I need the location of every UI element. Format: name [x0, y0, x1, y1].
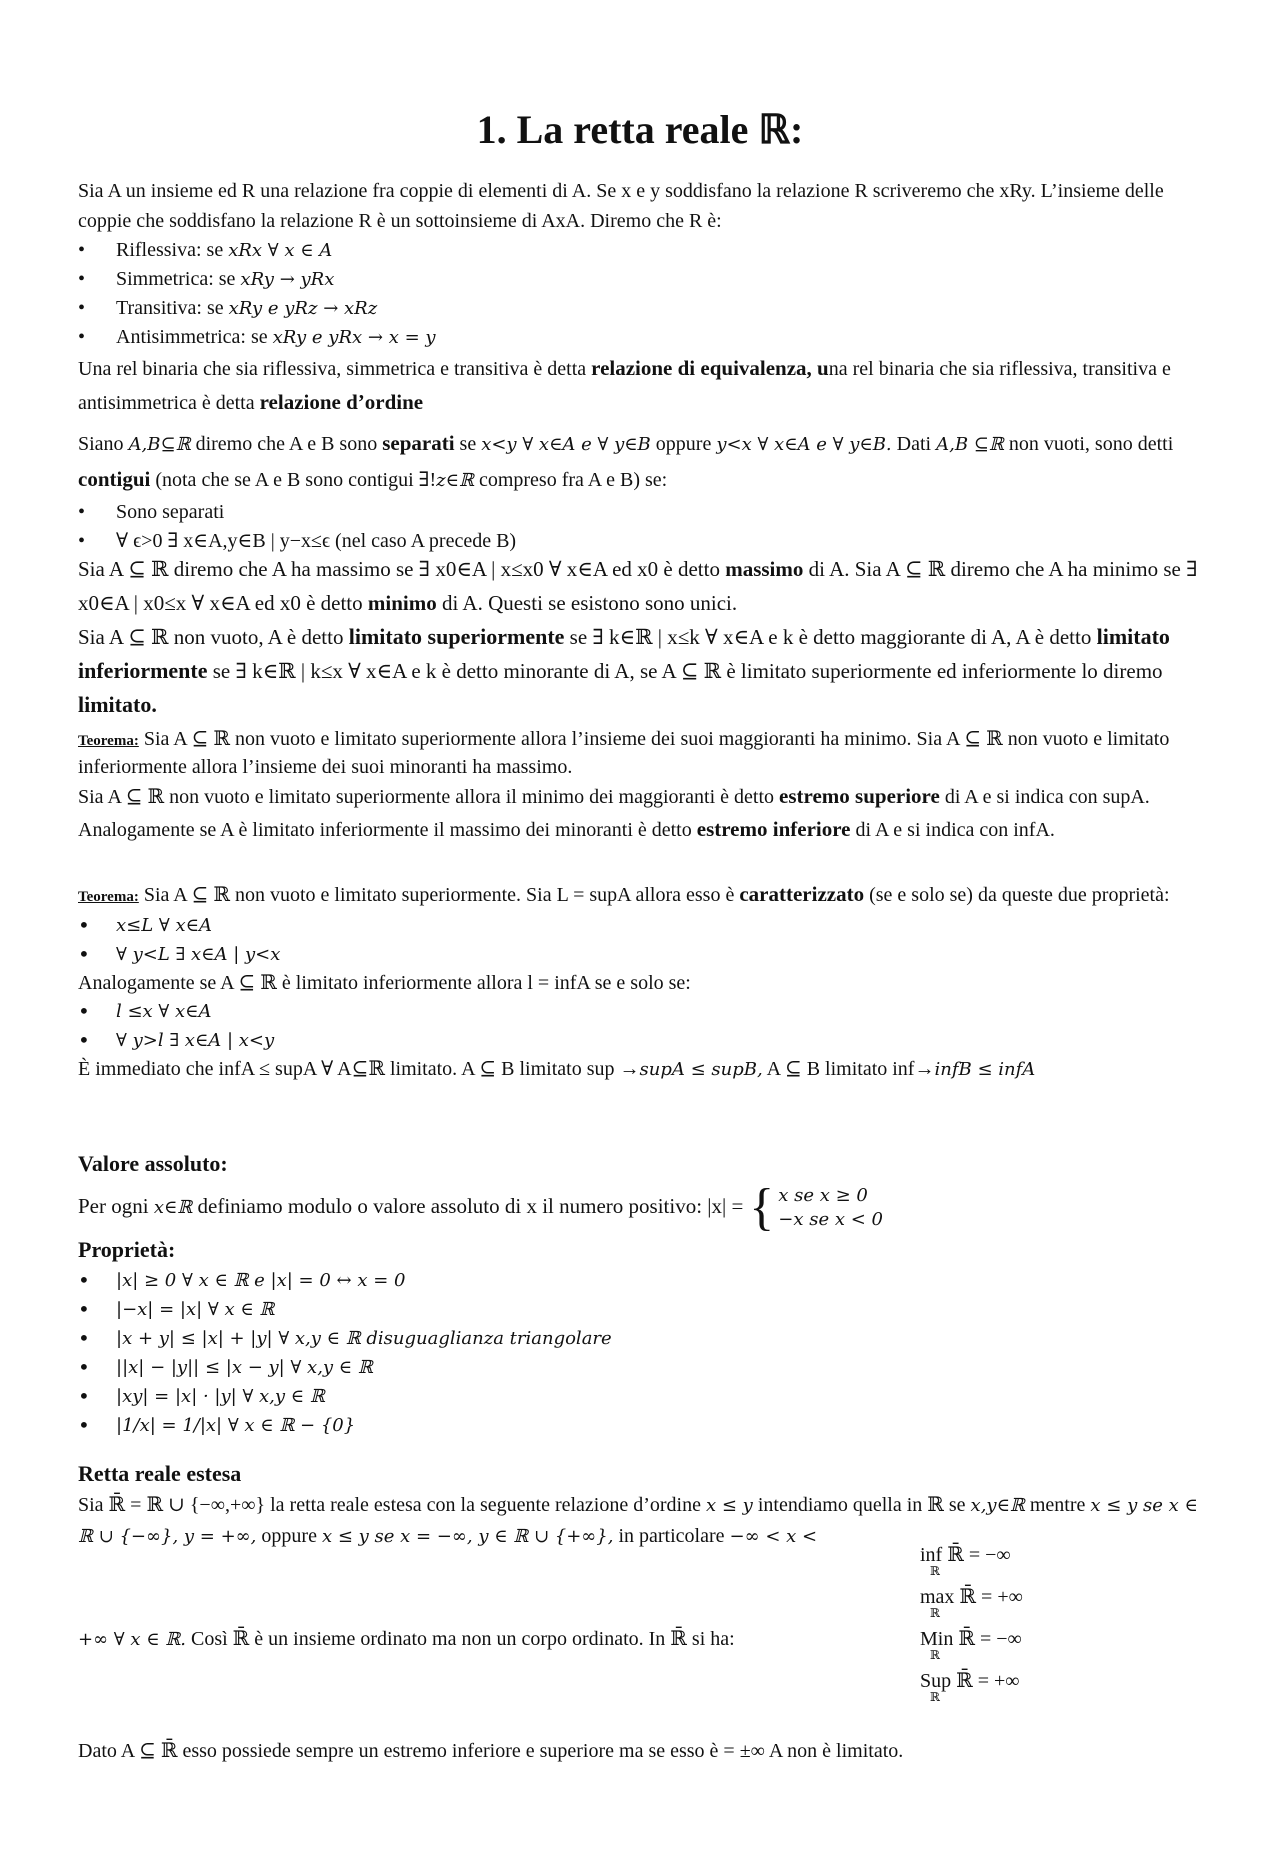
list-item: Min ℝ̄ = −∞ ℝ: [920, 1628, 1022, 1662]
teorema-1-paragraph: Teorema: Sia A ⊆ ℝ non vuoto e limitato superiormente allora l’insieme dei suoi maggioranti ha minimo. Sia A ⊆ ℝ non vuoto e limitato inferiormente allora l’insieme dei suoi minoranti ha massimo.: [78, 728, 1170, 778]
relation-properties-list: [78, 236, 1208, 352]
list-item: • |−x| = |x| ∀ x ∈ ℝ: [78, 1295, 1208, 1324]
valore-assoluto-section: [78, 1148, 1208, 1234]
inf-sup-paragraph: È immediato che infA ≤ supA ∀ A⊆ℝ limitato. A ⊆ B limitato sup →supA ≤ supB, A ⊆ B limitato inf→infB ≤ infA: [78, 1058, 1036, 1080]
section-heading: Valore assoluto:: [78, 1151, 228, 1176]
section-heading: Proprietà:: [78, 1237, 176, 1262]
page-title: 1. La retta reale ℝ:: [476, 107, 804, 152]
modulo-cases: x se x ≥ 0 −x se x < 0: [778, 1185, 883, 1230]
list-item: • |1/x| = 1/|x| ∀ x ∈ ℝ − {0}: [78, 1411, 1208, 1440]
list-item: Sup ℝ̄ = +∞ ℝ: [920, 1670, 1020, 1704]
theorem-label: Teorema:: [78, 889, 139, 905]
separati-paragraph: Siano A,B⊆ℝ diremo che A e B sono separati se x<y ∀ x∈A e ∀ y∈B oppure y<x ∀ x∈A e ∀ y∈B. Dati A,B ⊆ℝ non vuoti, sono detti contigui (nota che se A e B sono contigui ∃!z∈ℝ compreso fra A e B) se:: [78, 431, 1174, 491]
retta-estesa-paragraph: Sia ℝ̄ = ℝ ∪ {−∞,+∞} la retta reale estesa con la seguente relazione d’ordine x ≤ y intendiamo quella in ℝ se x,y∈ℝ mentre x ≤ y se x ∈ ℝ ∪ {−∞}, y = +∞, oppure x ≤ y se x = −∞, y ∈ ℝ ∪ {+∞}, in particolare −∞ < x <: [78, 1494, 1198, 1547]
list-item: • Transitiva: se xRy e yRz → xRz: [78, 294, 1208, 323]
section-heading: Retta reale estesa: [78, 1461, 242, 1486]
teorema-2-paragraph: Teorema: Sia A ⊆ ℝ non vuoto e limitato superiormente. Sia L = supA allora esso è caratterizzato (se e solo se) da queste due proprietà:: [78, 882, 1170, 906]
estremo-section: [78, 780, 1208, 846]
ordinato-line: +∞ ∀ x ∈ ℝ. Così ℝ̄ è un insieme ordinato ma non un corpo ordinato. In ℝ̄ si ha:: [78, 1628, 735, 1650]
retta-estesa-section: [78, 1458, 1208, 1552]
list-item: • l ≤x ∀ x∈A: [78, 997, 1208, 1026]
teorema-2-section: [78, 880, 1208, 1084]
intro-section: [78, 176, 1208, 420]
massimo-paragraph: Sia A ⊆ ℝ diremo che A ha massimo se ∃ x0∈A | x≤x0 ∀ x∈A ed x0 è detto massimo di A. Sia A ⊆ ℝ diremo che A ha minimo se ∃ x0∈A | x0≤x ∀ x∈A ed x0 è detto minimo di A. Questi se esistono sono unici.: [78, 557, 1198, 615]
teorema-1-section: [78, 726, 1208, 780]
list-item: • Riflessiva: se xRx ∀ x ∈ A: [78, 236, 1208, 265]
contigui-list: [78, 498, 1208, 556]
equivalence-paragraph: Una rel binaria che sia riflessiva, simmetrica e transitiva è detta relazione di equivalenza, una rel binaria che sia riflessiva, transitiva e antisimmetrica è detta relazione d’ordine: [78, 356, 1171, 414]
list-item: • Antisimmetrica: se xRy e yRx → x = y: [78, 323, 1208, 352]
abs-properties-list: [78, 1266, 1208, 1440]
proprieta-section: [78, 1234, 1208, 1440]
list-item: max ℝ̄ = +∞ ℝ: [920, 1586, 1023, 1620]
limitato-section: [78, 620, 1208, 722]
list-item: • Simmetrica: se xRy → yRx: [78, 265, 1208, 294]
separati-section: [78, 426, 1208, 556]
inf-paragraph: Analogamente se A ⊆ ℝ è limitato inferiormente allora l = infA se e solo se:: [78, 972, 691, 994]
final-paragraph: Dato A ⊆ ℝ̄ esso possiede sempre un estremo inferiore e superiore ma se esso è = ±∞ A non è limitato.: [78, 1740, 904, 1762]
list-item: • ∀ y>l ∃ x∈A | x<y: [78, 1026, 1208, 1055]
list-item: • x≤L ∀ x∈A: [78, 911, 1208, 940]
brace-icon: {: [749, 1179, 775, 1236]
list-item: • |x| ≥ 0 ∀ x ∈ ℝ e |x| = 0 ↔ x = 0: [78, 1266, 1208, 1295]
list-item: • |x + y| ≤ |x| + |y| ∀ x,y ∈ ℝ disuguaglianza triangolare: [78, 1324, 1208, 1353]
list-item: • ∀ ϵ>0 ∃ x∈A,y∈B | y−x≤ϵ (nel caso A precede B): [78, 527, 1208, 556]
limitato-paragraph: Sia A ⊆ ℝ non vuoto, A è detto limitato superiormente se ∃ k∈ℝ | x≤k ∀ x∈A e k è detto maggiorante di A, A è detto limitato inferiormente se ∃ k∈ℝ | k≤x ∀ x∈A e k è detto minorante di A, se A ⊆ ℝ è limitato superiormente ed inferiormente lo diremo limitato.: [78, 624, 1170, 717]
theorem-label: Teorema:: [78, 733, 139, 749]
inf-characterization-list: [78, 997, 1208, 1055]
list-item: • |xy| = |x| · |y| ∀ x,y ∈ ℝ: [78, 1382, 1208, 1411]
intro-paragraph: Sia A un insieme ed R una relazione fra coppie di elementi di A. Se x e y soddisfano la relazione R scriveremo che xRy. L’insieme delle coppie che soddisfano la relazione R è un sottoinsieme di AxA. Diremo che R è:: [78, 180, 1164, 232]
sup-characterization-list: [78, 911, 1208, 969]
extended-line-extrema: [920, 1544, 1023, 1712]
list-item: inf ℝ̄ = −∞ ℝ: [920, 1544, 1011, 1578]
list-item: • ∀ y<L ∃ x∈A | y<x: [78, 940, 1208, 969]
massimo-section: [78, 552, 1208, 620]
list-item: • Sono separati: [78, 498, 1208, 527]
list-item: • ||x| − |y|| ≤ |x − y| ∀ x,y ∈ ℝ: [78, 1353, 1208, 1382]
estremo-paragraph: Sia A ⊆ ℝ non vuoto e limitato superiormente allora il minimo dei maggioranti è detto estremo superiore di A e si indica con supA. Analogamente se A è limitato inferiormente il massimo dei minoranti è detto estremo inferiore di A e si indica con infA.: [78, 784, 1150, 841]
modulo-definition: Per ogni x∈ℝ definiamo modulo o valore assoluto di x il numero positivo: |x| = { x se x ≥ 0 −x se x < 0: [78, 1179, 883, 1236]
